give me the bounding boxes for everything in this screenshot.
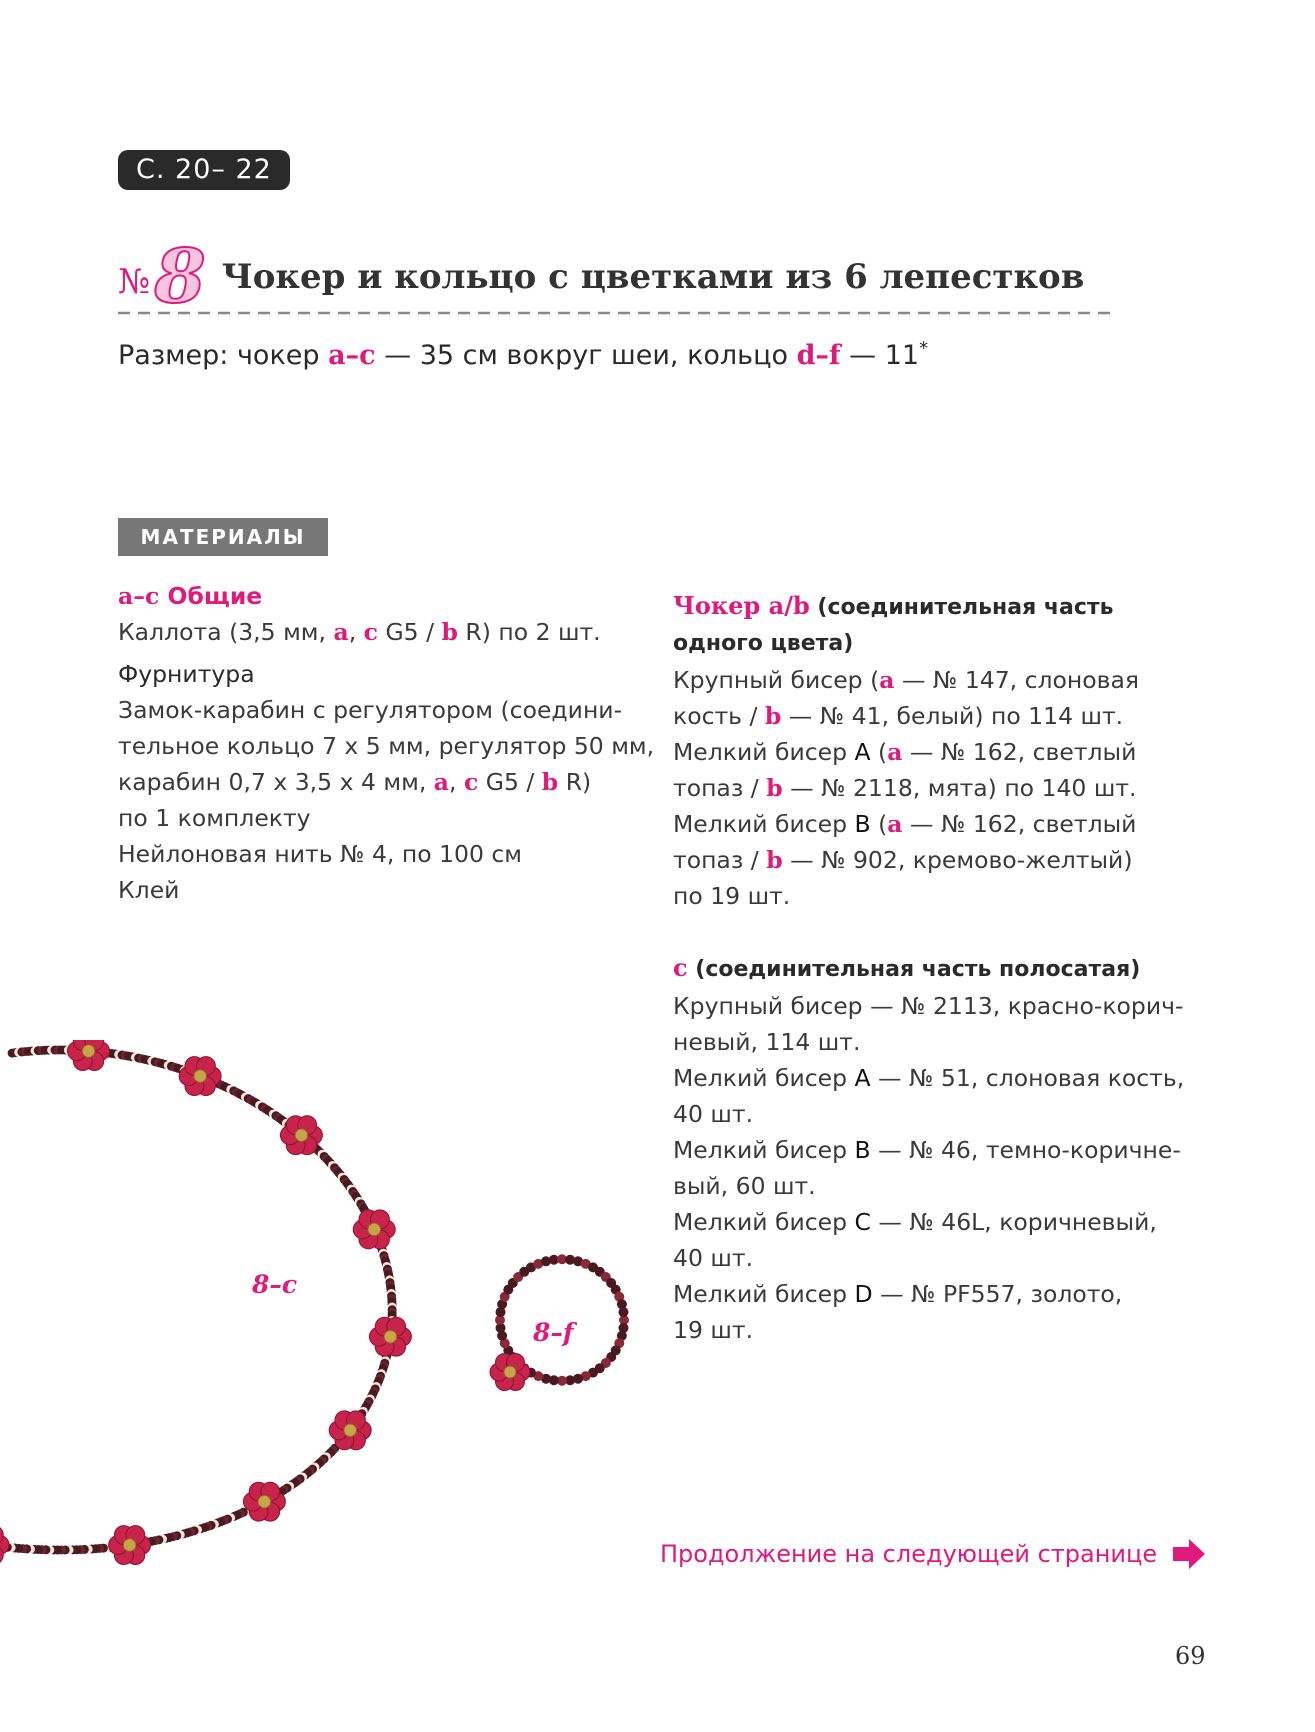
common-label: Общие (159, 582, 263, 610)
sep: , (348, 618, 364, 646)
fittings-heading: Фурнитура (118, 660, 255, 688)
materials-heading: МАТЕРИАЛЫ (118, 518, 328, 556)
small-bead-a-ab (673, 734, 1273, 770)
item-text: Мелкий бисер (673, 738, 855, 766)
arrow-right-icon[interactable] (1171, 1537, 1207, 1571)
materials-right-column (673, 588, 1273, 1348)
clasp-mid: G5 / (478, 768, 542, 796)
glue-item: Клей (118, 876, 180, 904)
variant-b: b (541, 768, 559, 796)
number-sign: № (118, 262, 151, 302)
item-text: Мелкий бисер (673, 810, 855, 838)
callota-mid: G5 / (377, 618, 442, 646)
small-bead-a-c-line2: 40 шт. (673, 1100, 754, 1128)
size-prefix: Размер: чокер (118, 340, 329, 371)
small-bead-c-c (673, 1204, 1273, 1240)
item-text: — № 162, светлый (902, 810, 1137, 838)
small-bead-b-ab-line2 (673, 842, 1273, 878)
bead-letter: D (854, 1280, 873, 1308)
variant-a: a (887, 810, 903, 838)
materials-left-column (118, 578, 655, 908)
choker-ab-heading (673, 588, 1273, 626)
choker-ab-heading-line2: одного цвета) (673, 631, 854, 656)
photo-label-choker: 8–c (252, 1270, 298, 1299)
bead-letter: B (854, 810, 871, 838)
item-text: Мелкий бисер (673, 1064, 855, 1092)
callota-post: R) по 2 шт. (457, 618, 601, 646)
variant-b: b (441, 618, 458, 646)
item-text: — № 147, слоновая (894, 666, 1140, 694)
item-text: — № 51, слоновая кость, (870, 1064, 1185, 1092)
item-text: топаз / (673, 774, 767, 802)
variant-a: a (879, 666, 895, 694)
common-heading (118, 578, 638, 614)
bead-letter: A (854, 738, 871, 766)
clasp-line-3 (118, 764, 638, 800)
small-bead-b-c (673, 1132, 1273, 1168)
variant-b: b (766, 774, 783, 802)
beadwork-photo (0, 1040, 700, 1600)
item-text: топаз / (673, 846, 767, 874)
item-text: кость / (673, 702, 765, 730)
variant-b: b (766, 846, 783, 874)
small-bead-b-ab-line3: по 19 шт. (673, 882, 791, 910)
variant-a: a (433, 768, 450, 796)
item-text: Мелкий бисер (673, 1136, 855, 1164)
bead-letter: B (854, 1136, 871, 1164)
choker-c-label: c (673, 953, 688, 982)
choker-c-desc: (соединительная часть полосатая) (687, 957, 1141, 982)
stitch-divider (118, 310, 1118, 316)
choker-ab-label: Чокер a/b (673, 591, 810, 620)
item-text: — № 2118, мята) по 140 шт. (782, 774, 1137, 802)
photo-label-ring: 8–f (533, 1318, 574, 1347)
common-range: a–c (118, 582, 160, 610)
variant-c: c (463, 768, 479, 796)
small-bead-d-c (673, 1276, 1273, 1312)
small-bead-b-ab (673, 806, 1273, 842)
clasp-line-2: тельное кольцо 7 х 5 мм, регулятор 50 мм, (118, 732, 655, 760)
clasp-line-1: Замок-карабин с регулятором (соедини- (118, 696, 623, 724)
project-number: 8 (154, 234, 206, 320)
clasp-text: карабин 0,7 х 3,5 х 4 мм, (118, 768, 434, 796)
choker-c-heading (673, 950, 1273, 988)
large-bead-c: Крупный бисер — № 2113, красно-корич- (673, 992, 1184, 1020)
bead-letter: A (854, 1064, 871, 1092)
page-reference-badge: С. 20– 22 (118, 150, 290, 190)
continue-text[interactable]: Продолжение на следующей странице (660, 1540, 1158, 1568)
thread-item: Нейлоновая нить № 4, по 100 см (118, 840, 523, 868)
variant-a: a (887, 738, 903, 766)
small-bead-d-c-line2: 19 шт. (673, 1316, 754, 1344)
bead-letter: C (854, 1208, 871, 1236)
item-text: — № 46L, коричневый, (870, 1208, 1157, 1236)
item-text: — № 162, светлый (902, 738, 1137, 766)
page-title: Чокер и кольцо с цветками из 6 лепестков (221, 257, 1085, 297)
size-suffix: — 11 (840, 340, 920, 371)
callota-item (118, 614, 638, 650)
item-text: Крупный бисер ( (673, 666, 880, 694)
callota-text: Каллота (3,5 мм, (118, 618, 334, 646)
large-bead-ab-line2 (673, 698, 1273, 734)
title-row (118, 232, 1084, 322)
item-text: ( (870, 810, 888, 838)
variant-c: c (363, 618, 378, 646)
size-asterisk: * (919, 338, 929, 359)
item-text: ( (870, 738, 888, 766)
item-text: — № PF557, золото, (872, 1280, 1123, 1308)
item-text: — № 46, темно-коричне- (870, 1136, 1181, 1164)
item-text: — № 902, кремово-желтый) (782, 846, 1133, 874)
item-text: — № 41, белый) по 114 шт. (781, 702, 1124, 730)
page-number: 69 (1175, 1642, 1206, 1670)
size-line (118, 338, 928, 371)
size-range-choker: a–c (328, 340, 376, 371)
choker-strand (0, 1040, 411, 1565)
variant-a: a (333, 618, 349, 646)
size-middle: — 35 см вокруг шеи, кольцо (375, 340, 797, 371)
small-bead-c-c-line2: 40 шт. (673, 1244, 754, 1272)
small-bead-a-ab-line2 (673, 770, 1273, 806)
item-text: Мелкий бисер (673, 1280, 855, 1308)
small-bead-a-c (673, 1060, 1273, 1096)
clasp-line-4: по 1 комплекту (118, 804, 311, 832)
large-bead-c-line2: невый, 114 шт. (673, 1028, 861, 1056)
small-bead-b-c-line2: вый, 60 шт. (673, 1172, 816, 1200)
continue-link[interactable] (660, 1532, 1207, 1576)
large-bead-ab (673, 662, 1273, 698)
item-text: Мелкий бисер (673, 1208, 855, 1236)
sep: , (449, 768, 464, 796)
variant-b: b (764, 702, 782, 730)
choker-ab-desc: (соединительная часть (809, 595, 1114, 620)
clasp-post: R) (558, 768, 592, 796)
size-range-ring: d–f (796, 340, 841, 371)
